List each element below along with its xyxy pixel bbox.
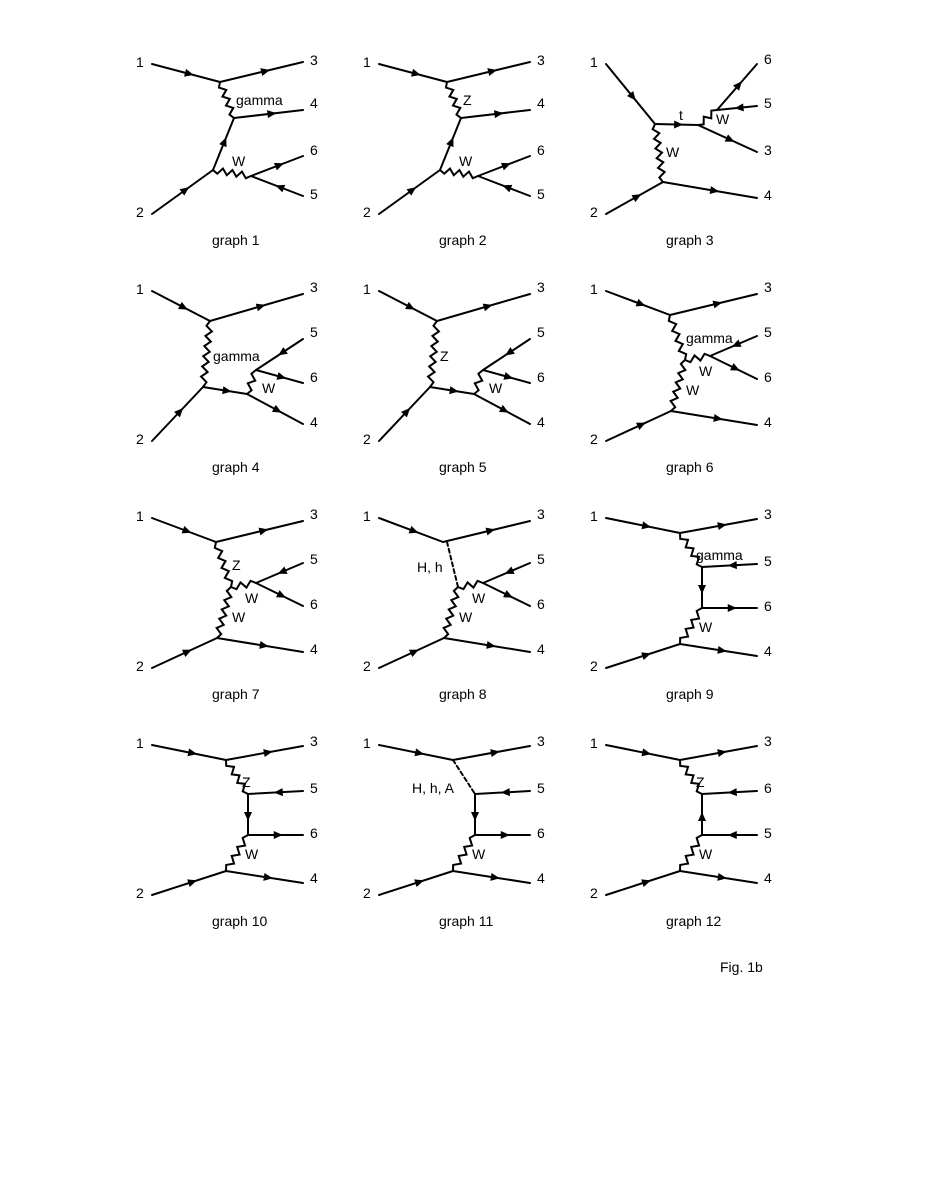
external-label: 1 — [363, 281, 371, 297]
graph-caption: graph 5 — [439, 459, 487, 475]
external-label: 1 — [363, 735, 371, 751]
external-label: 5 — [537, 551, 545, 567]
w-boson-line — [444, 587, 459, 638]
internal-boson-line — [219, 82, 234, 118]
w-boson-line — [698, 110, 717, 125]
diagram-graph-4 — [136, 279, 318, 475]
internal-boson-line — [446, 82, 461, 118]
arrow-head-icon — [717, 646, 727, 654]
external-label: 5 — [310, 186, 318, 202]
scalar-line — [453, 760, 475, 794]
arrow-head-icon — [414, 879, 424, 887]
external-label: 2 — [590, 885, 598, 901]
arrow-head-icon — [259, 641, 269, 649]
internal-boson-line — [428, 321, 439, 387]
internal-boson-line — [215, 542, 232, 587]
arrow-head-icon — [728, 604, 737, 612]
external-label: 4 — [537, 870, 545, 886]
diagram-graph-5 — [363, 279, 545, 475]
external-label: 6 — [310, 596, 318, 612]
external-label: 1 — [590, 281, 598, 297]
arrow-head-icon — [263, 873, 273, 881]
external-label: 4 — [310, 870, 318, 886]
internal-label: Z — [696, 774, 705, 790]
external-label: 5 — [537, 780, 545, 796]
arrow-head-icon — [728, 831, 737, 839]
internal-boson-line — [201, 321, 212, 387]
external-label: 3 — [537, 506, 545, 522]
arrow-head-icon — [180, 187, 190, 196]
diagram-graph-12 — [590, 733, 772, 929]
external-label: 6 — [764, 51, 772, 67]
external-label: 2 — [590, 431, 598, 447]
external-label: 1 — [136, 281, 144, 297]
external-label: 1 — [590, 508, 598, 524]
diagrams-layer — [136, 51, 772, 929]
external-label: 3 — [310, 506, 318, 522]
external-label: 6 — [310, 825, 318, 841]
w-boson-line — [217, 587, 232, 638]
internal-label: t — [679, 107, 683, 123]
arrow-head-icon — [407, 187, 417, 196]
external-label: 5 — [764, 553, 772, 569]
arrow-head-icon — [641, 748, 651, 756]
internal-label: W — [232, 153, 246, 169]
internal-label: gamma — [213, 348, 260, 364]
external-label: 2 — [136, 204, 144, 220]
internal-label: W — [459, 609, 473, 625]
arrow-head-icon — [490, 749, 500, 757]
fermion-line — [437, 294, 530, 321]
external-label: 4 — [310, 95, 318, 111]
internal-label: W — [686, 382, 700, 398]
external-label: 6 — [537, 142, 545, 158]
arrow-head-icon — [717, 749, 727, 757]
internal-label: W — [699, 619, 713, 635]
arrow-head-icon — [490, 873, 500, 881]
external-label: 1 — [590, 54, 598, 70]
external-label: 2 — [363, 658, 371, 674]
diagram-graph-6 — [590, 279, 772, 475]
internal-label: W — [489, 380, 503, 396]
arrow-head-icon — [274, 831, 283, 839]
internal-label: W — [459, 153, 473, 169]
arrow-head-icon — [187, 748, 197, 756]
internal-label: gamma — [696, 547, 743, 563]
w-boson-line — [474, 370, 483, 394]
internal-label: H, h — [417, 559, 443, 575]
arrow-head-icon — [501, 163, 511, 170]
graph-caption: graph 3 — [666, 232, 714, 248]
external-label: 4 — [310, 641, 318, 657]
w-boson-line — [685, 354, 710, 362]
arrow-head-icon — [449, 386, 459, 394]
external-label: 5 — [310, 780, 318, 796]
external-label: 5 — [537, 324, 545, 340]
external-label: 1 — [136, 508, 144, 524]
fermion-line — [210, 294, 303, 321]
external-label: 3 — [537, 279, 545, 295]
diagram-graph-2 — [363, 52, 545, 248]
arrow-head-icon — [409, 526, 419, 533]
external-label: 1 — [363, 54, 371, 70]
arrow-head-icon — [698, 812, 706, 821]
arrow-head-icon — [641, 652, 651, 660]
diagram-graph-9 — [590, 506, 772, 702]
external-label: 5 — [764, 95, 772, 111]
external-label: 4 — [764, 414, 772, 430]
external-label: 5 — [537, 186, 545, 202]
external-label: 4 — [310, 414, 318, 430]
external-label: 1 — [136, 54, 144, 70]
external-label: 2 — [590, 658, 598, 674]
arrow-head-icon — [636, 299, 646, 306]
internal-label: W — [472, 590, 486, 606]
external-label: 6 — [537, 596, 545, 612]
internal-label: Z — [232, 557, 241, 573]
external-label: 3 — [764, 279, 772, 295]
external-label: 4 — [537, 414, 545, 430]
w-boson-line — [440, 169, 478, 179]
arrow-head-icon — [274, 163, 284, 170]
arrow-head-icon — [182, 526, 192, 533]
internal-label: H, h, A — [412, 780, 455, 796]
internal-label: W — [245, 590, 259, 606]
diagram-graph-10 — [136, 733, 318, 929]
internal-label: W — [262, 380, 276, 396]
arrow-head-icon — [641, 879, 651, 887]
arrow-head-icon — [710, 186, 720, 194]
w-boson-line — [231, 581, 256, 589]
graph-caption: graph 11 — [439, 913, 494, 929]
external-label: 1 — [136, 735, 144, 751]
external-label: 6 — [764, 780, 772, 796]
arrow-head-icon — [483, 304, 493, 312]
arrow-head-icon — [502, 185, 512, 192]
external-label: 2 — [590, 204, 598, 220]
external-label: 6 — [764, 369, 772, 385]
external-label: 5 — [310, 324, 318, 340]
arrow-head-icon — [501, 788, 510, 796]
diagram-graph-11 — [363, 733, 545, 929]
external-label: 3 — [764, 506, 772, 522]
arrow-head-icon — [486, 641, 496, 649]
internal-label: gamma — [686, 330, 733, 346]
external-label: 2 — [136, 658, 144, 674]
external-label: 2 — [363, 204, 371, 220]
external-label: 5 — [310, 551, 318, 567]
internal-label: W — [232, 609, 246, 625]
external-label: 4 — [537, 641, 545, 657]
internal-boson-line — [669, 315, 686, 360]
internal-label: W — [472, 846, 486, 862]
internal-label: W — [699, 846, 713, 862]
arrow-head-icon — [414, 748, 424, 756]
arrow-head-icon — [187, 879, 197, 887]
graph-caption: graph 7 — [212, 686, 260, 702]
graph-caption: graph 10 — [212, 913, 268, 929]
external-label: 3 — [764, 142, 772, 158]
internal-label: gamma — [236, 92, 283, 108]
external-label: 3 — [310, 733, 318, 749]
diagram-graph-7 — [136, 506, 318, 702]
internal-label: W — [699, 363, 713, 379]
internal-label: W — [716, 111, 730, 127]
graph-caption: graph 9 — [666, 686, 714, 702]
arrow-head-icon — [222, 386, 232, 394]
external-label: 5 — [764, 324, 772, 340]
fermion-line — [663, 182, 757, 198]
arrow-head-icon — [713, 414, 723, 422]
external-label: 1 — [363, 508, 371, 524]
external-label: 6 — [537, 825, 545, 841]
arrow-head-icon — [505, 347, 515, 355]
arrow-head-icon — [717, 873, 727, 881]
arrow-head-icon — [274, 788, 283, 796]
internal-label: Z — [242, 774, 251, 790]
figure-label: Fig. 1b — [720, 959, 763, 975]
external-label: 2 — [363, 885, 371, 901]
arrow-head-icon — [728, 788, 737, 796]
graph-caption: graph 1 — [212, 232, 260, 248]
arrow-head-icon — [501, 831, 510, 839]
graph-caption: graph 2 — [439, 232, 487, 248]
diagram-graph-8 — [363, 506, 545, 702]
external-label: 6 — [764, 598, 772, 614]
external-label: 6 — [310, 369, 318, 385]
graph-caption: graph 6 — [666, 459, 714, 475]
arrow-head-icon — [244, 812, 252, 821]
internal-label: W — [245, 846, 259, 862]
external-label: 4 — [764, 870, 772, 886]
w-boson-line — [213, 169, 251, 179]
external-label: 6 — [310, 142, 318, 158]
w-boson-line — [671, 360, 686, 411]
arrow-head-icon — [278, 347, 288, 355]
arrow-head-icon — [471, 812, 479, 821]
graph-caption: graph 12 — [666, 913, 722, 929]
diagram-graph-1 — [136, 52, 318, 248]
external-label: 2 — [363, 431, 371, 447]
scalar-line — [447, 542, 458, 587]
internal-label: W — [666, 144, 680, 160]
w-boson-line — [653, 124, 665, 182]
arrow-head-icon — [698, 585, 706, 594]
external-label: 4 — [537, 95, 545, 111]
graph-caption: graph 8 — [439, 686, 487, 702]
external-label: 3 — [764, 733, 772, 749]
arrow-head-icon — [717, 522, 727, 530]
external-label: 5 — [764, 825, 772, 841]
arrow-head-icon — [275, 185, 285, 192]
external-label: 3 — [310, 279, 318, 295]
internal-label: Z — [440, 348, 449, 364]
external-label: 3 — [537, 52, 545, 68]
w-boson-line — [247, 370, 256, 394]
external-label: 6 — [537, 369, 545, 385]
arrow-head-icon — [256, 304, 266, 312]
arrow-head-icon — [641, 521, 651, 529]
external-label: 2 — [136, 885, 144, 901]
external-label: 4 — [764, 643, 772, 659]
external-label: 4 — [764, 187, 772, 203]
external-label: 3 — [537, 733, 545, 749]
external-label: 3 — [310, 52, 318, 68]
diagram-graph-3 — [590, 51, 772, 248]
w-boson-line — [458, 581, 483, 589]
graph-caption: graph 4 — [212, 459, 260, 475]
external-label: 2 — [136, 431, 144, 447]
external-label: 1 — [590, 735, 598, 751]
arrow-head-icon — [263, 749, 273, 757]
internal-label: Z — [463, 92, 472, 108]
